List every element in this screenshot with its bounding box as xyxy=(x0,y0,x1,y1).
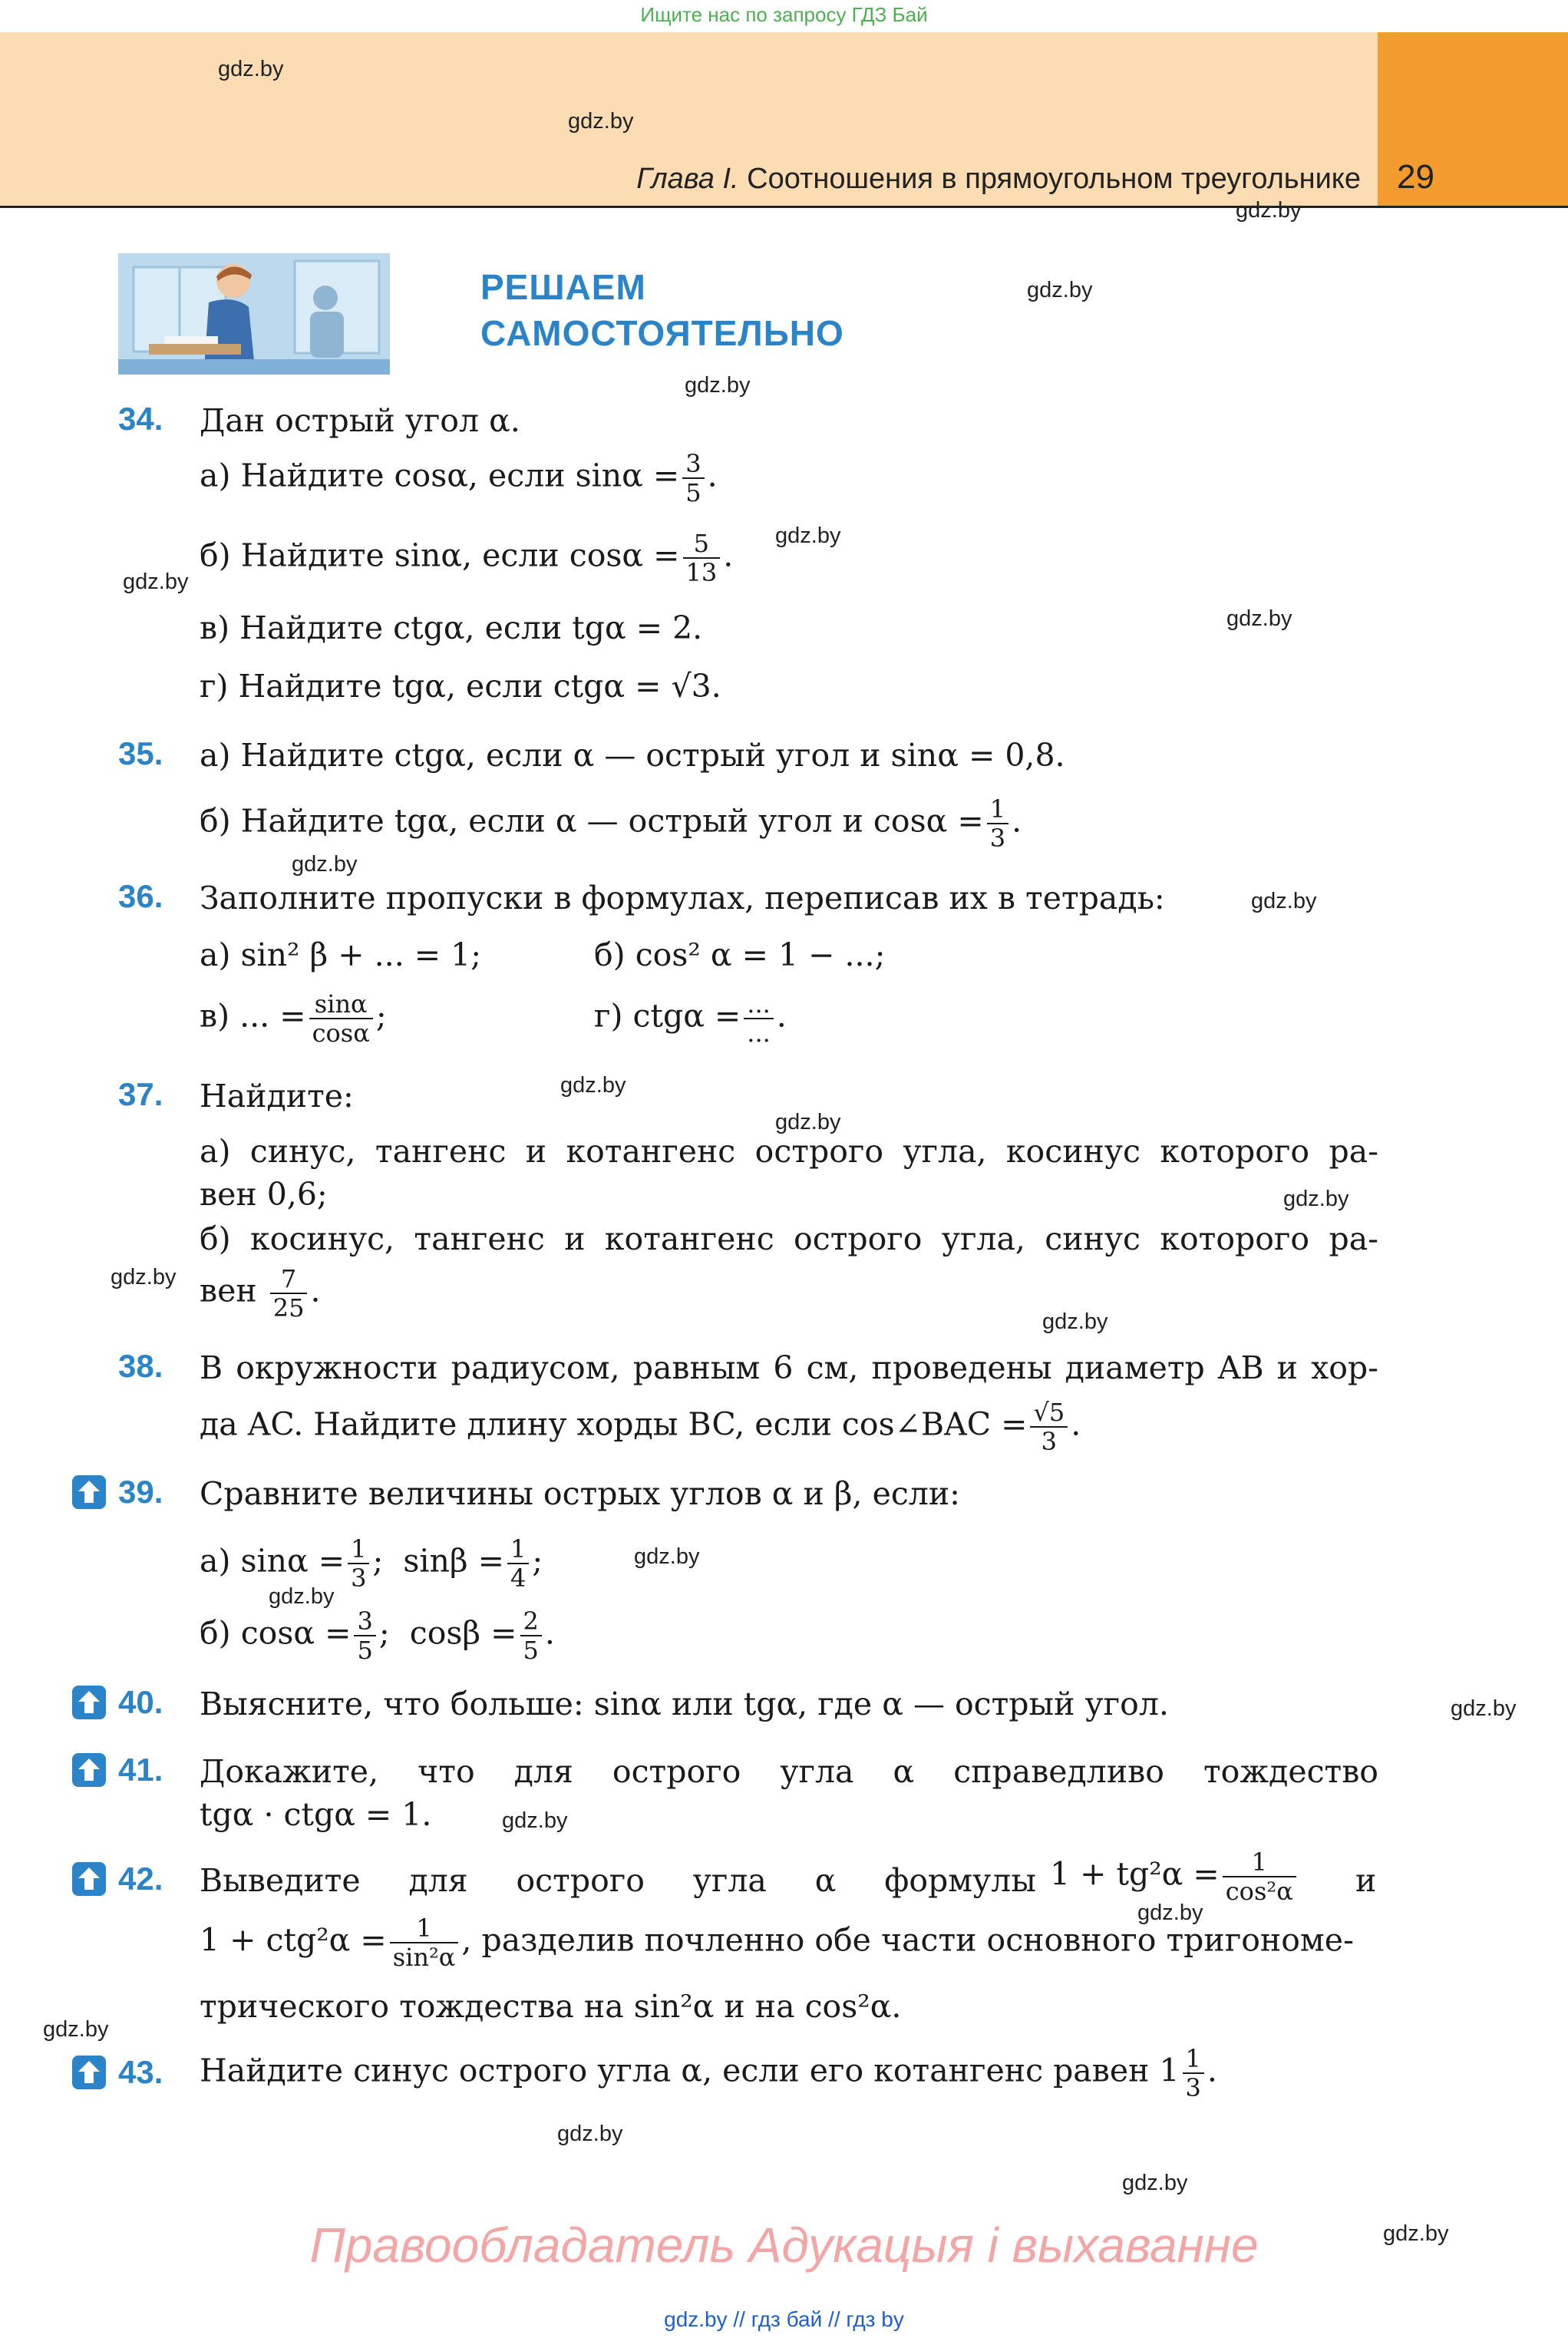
item-text: г) ctgα = xyxy=(594,997,741,1035)
watermark: gdz.by xyxy=(685,373,751,398)
numerator: √5 xyxy=(1030,1399,1068,1428)
problem-item: в) ... = $\frac{\sin\alpha}{\cos\alpha}$ ; xyxy=(200,989,387,1048)
section-title-line2: САМОСТОЯТЕЛЬНО xyxy=(480,313,844,353)
problem-text: Выясните, что больше: sinα или tgα, где α — острый угол. xyxy=(200,1686,1169,1722)
problem-number: 42. xyxy=(118,1861,163,1897)
fraction xyxy=(682,450,704,507)
problem-item: трического тождества на sin²α и на cos²α. xyxy=(200,1988,902,2025)
watermark: gdz.by xyxy=(557,2122,623,2146)
numerator: 3 xyxy=(354,1607,375,1636)
numerator: ... xyxy=(744,990,774,1019)
watermark: gdz.by xyxy=(292,852,358,877)
numerator: 2 xyxy=(520,1607,542,1636)
fraction xyxy=(1223,1848,1296,1905)
watermark: gdz.by xyxy=(1027,278,1093,302)
numerator: 5 xyxy=(683,530,721,559)
fraction xyxy=(520,1607,542,1664)
numerator: 1 xyxy=(348,1535,369,1564)
chapter-name: Соотношения в прямоугольном треугольнике xyxy=(747,163,1361,195)
item-text: в) ... = xyxy=(200,997,306,1035)
problem-item: вен 0,6; xyxy=(200,1176,328,1213)
problem-number: 40. xyxy=(118,1684,163,1720)
fraction xyxy=(309,990,373,1047)
advanced-level-icon xyxy=(71,1474,107,1511)
fraction xyxy=(390,1914,459,1971)
item-text: cosβ = xyxy=(409,1614,517,1652)
item-text: sinβ = xyxy=(403,1542,505,1580)
problem-item: б) cos² α = 1 − ...; xyxy=(594,936,886,973)
watermark: gdz.by xyxy=(123,570,189,594)
fraction xyxy=(683,530,721,586)
fraction xyxy=(270,1265,308,1322)
problem-item: Докажите, что для острого угла α справедливо тождество xyxy=(200,1753,1378,1790)
problem-item: б) косинус, тангенс и котангенс острого угла, синус которого ра- xyxy=(200,1220,1378,1257)
watermark: gdz.by xyxy=(1451,1696,1517,1721)
advanced-level-icon xyxy=(71,2054,107,2091)
fraction xyxy=(354,1607,375,1664)
student-illustration xyxy=(118,253,390,375)
item-text: б) cosα = xyxy=(200,1614,352,1652)
formula xyxy=(200,1914,1354,1971)
formula-text: 1 + ctg²α = xyxy=(200,1921,387,1959)
numerator: 7 xyxy=(270,1265,308,1294)
denominator: cos²α xyxy=(1225,1877,1293,1906)
watermark: gdz.by xyxy=(1122,2171,1188,2195)
watermark: gdz.by xyxy=(775,523,841,548)
chapter-title xyxy=(636,163,1361,196)
chapter-label: Глава I. xyxy=(636,163,739,195)
watermark: gdz.by xyxy=(269,1584,335,1609)
fraction xyxy=(348,1535,369,1592)
footer-links[interactable]: gdz.by // гдз бай // гдз by xyxy=(664,2307,904,2331)
problem-text: Найдите синус острого угла α, если его котангенс равен 1 $\frac{1}{3}$ . xyxy=(200,2044,1217,2102)
problem-item: Выведите для острого угла α формулы xyxy=(200,1862,1036,1899)
item-text: да AC. Найдите длину хорды BC, если cos∠BAC = xyxy=(200,1405,1028,1443)
denominator: 3 xyxy=(1041,1427,1058,1456)
watermark: gdz.by xyxy=(560,1073,626,1098)
section-title xyxy=(480,264,844,356)
problem-number: 34. xyxy=(118,401,163,437)
problem-number: 41. xyxy=(118,1752,163,1788)
problem-item: а) Найдите ctgα, если α — острый угол и sinα = 0,8. xyxy=(200,737,1065,774)
item-text: а) Найдите cosα, если sinα = xyxy=(200,457,680,494)
problem-item: а) Найдите cosα, если sinα = $\frac{3}{5}$ . xyxy=(200,449,718,507)
watermark: gdz.by xyxy=(634,1544,700,1569)
denominator: cosα xyxy=(312,1019,370,1048)
item-text: а) sinα = xyxy=(200,1542,345,1580)
item-text: б) Найдите tgα, если α — острый угол и cosα = xyxy=(200,802,984,840)
watermark: gdz.by xyxy=(1042,1309,1108,1334)
watermark: gdz.by xyxy=(1236,198,1302,223)
formula xyxy=(1050,1848,1299,1905)
watermark: gdz.by xyxy=(1283,1187,1349,1211)
problem-text: Дан острый угол α. xyxy=(200,402,520,439)
problem-text: Найдите: xyxy=(200,1078,354,1115)
advanced-level-icon xyxy=(71,1861,107,1897)
problem-number: 43. xyxy=(118,2054,163,2090)
watermark: gdz.by xyxy=(568,109,634,134)
top-note: Ищите нас по запросу ГДЗ Бай xyxy=(640,3,928,26)
fraction xyxy=(1183,2045,1204,2102)
problem-item: а) sin² β + ... = 1; xyxy=(200,936,482,973)
denominator: 5 xyxy=(523,1636,539,1665)
page-number: 29 xyxy=(1397,158,1434,196)
watermark: gdz.by xyxy=(43,2017,109,2042)
denominator: 5 xyxy=(357,1636,373,1665)
denominator: 13 xyxy=(685,558,718,587)
advanced-level-icon xyxy=(71,1752,107,1788)
numerator: 1 xyxy=(1183,2045,1204,2074)
problem-item: tgα · ctgα = 1. xyxy=(200,1796,432,1833)
problem-item: да AC. Найдите длину хорды BC, если cos∠BAC = $\frac{√5}{3}$ . xyxy=(200,1398,1081,1456)
problem-number: 39. xyxy=(118,1474,163,1510)
problem-text: Заполните пропуски в формулах, переписав их в тетрадь: xyxy=(200,880,1165,916)
header-divider xyxy=(0,206,1568,208)
denominator: 3 xyxy=(989,824,1006,853)
section-title-line1: РЕШАЕМ xyxy=(480,267,646,307)
fraction xyxy=(1030,1399,1068,1455)
denominator: sin²α xyxy=(392,1943,456,1972)
problem-item: а) синус, тангенс и котангенс острого угла, косинус которого ра- xyxy=(200,1133,1378,1170)
fraction xyxy=(744,990,774,1047)
watermark: gdz.by xyxy=(218,57,284,81)
watermark: gdz.by xyxy=(1383,2221,1449,2246)
problem-number: 36. xyxy=(118,878,163,914)
watermark: gdz.by xyxy=(1251,889,1317,913)
denominator: 3 xyxy=(1185,2073,1201,2102)
numerator: 1 xyxy=(987,795,1008,824)
problem-item: В окружности радиусом, равным 6 см, проведены диаметр AB и хор- xyxy=(200,1349,1378,1386)
advanced-level-icon xyxy=(71,1684,107,1721)
conjunction: и xyxy=(1355,1862,1377,1899)
watermark: gdz.by xyxy=(1226,606,1292,631)
denominator: 4 xyxy=(510,1564,527,1593)
watermark: gdz.by xyxy=(111,1265,177,1290)
problem-item: б) Найдите tgα, если α — острый угол и cosα = $\frac{1}{3}$ . xyxy=(200,794,1022,853)
numerator: 1 xyxy=(507,1535,529,1564)
problem-number: 38. xyxy=(118,1348,163,1384)
problem-item: а) sinα = $\frac{1}{3}$ ; sinβ = $\frac{1}{4}$ ; xyxy=(200,1534,543,1593)
problem-item: в) Найдите ctgα, если tgα = 2. xyxy=(200,609,703,646)
item-text: , разделив почленно обе части основного тригономе- xyxy=(461,1921,1354,1959)
watermark: gdz.by xyxy=(502,1808,568,1833)
problem-item: вен $\frac{7}{25}$ . xyxy=(200,1264,321,1323)
watermark: gdz.by xyxy=(1137,1900,1203,1925)
problem-item: г) Найдите tgα, если ctgα = √3. xyxy=(200,668,721,705)
denominator: ... xyxy=(747,1019,771,1048)
denominator: 3 xyxy=(351,1564,367,1593)
denominator: 25 xyxy=(272,1293,305,1323)
item-text: б) Найдите sinα, если cosα = xyxy=(200,537,680,574)
copyright-notice: Правообладатель Адукацыя і выхаванне xyxy=(309,2217,1259,2273)
numerator: 1 xyxy=(1223,1848,1296,1877)
problem-number: 35. xyxy=(118,735,163,771)
problem-item: б) Найдите sinα, если cosα = $\frac{5}{13}$ . xyxy=(200,529,734,587)
item-text: Найдите синус острого угла α, если его котангенс равен 1 xyxy=(200,2052,1180,2089)
fraction xyxy=(507,1535,529,1592)
problem-text: Сравните величины острых углов α и β, если: xyxy=(200,1475,960,1512)
denominator: 5 xyxy=(685,478,701,507)
problem-number: 37. xyxy=(118,1076,163,1112)
problem-item: б) cosα = $\frac{3}{5}$ ; cosβ = $\frac{2}{5}$ . xyxy=(200,1607,555,1665)
item-text: вен xyxy=(200,1272,257,1309)
formula-text: 1 + tg²α = xyxy=(1050,1855,1220,1893)
problem-item: г) ctgα = $\frac{...}{...}$ . xyxy=(594,989,787,1048)
fraction xyxy=(987,795,1008,852)
numerator: 3 xyxy=(682,450,704,479)
watermark: gdz.by xyxy=(775,1110,841,1134)
numerator: 1 xyxy=(390,1914,459,1943)
numerator: sinα xyxy=(309,990,373,1019)
